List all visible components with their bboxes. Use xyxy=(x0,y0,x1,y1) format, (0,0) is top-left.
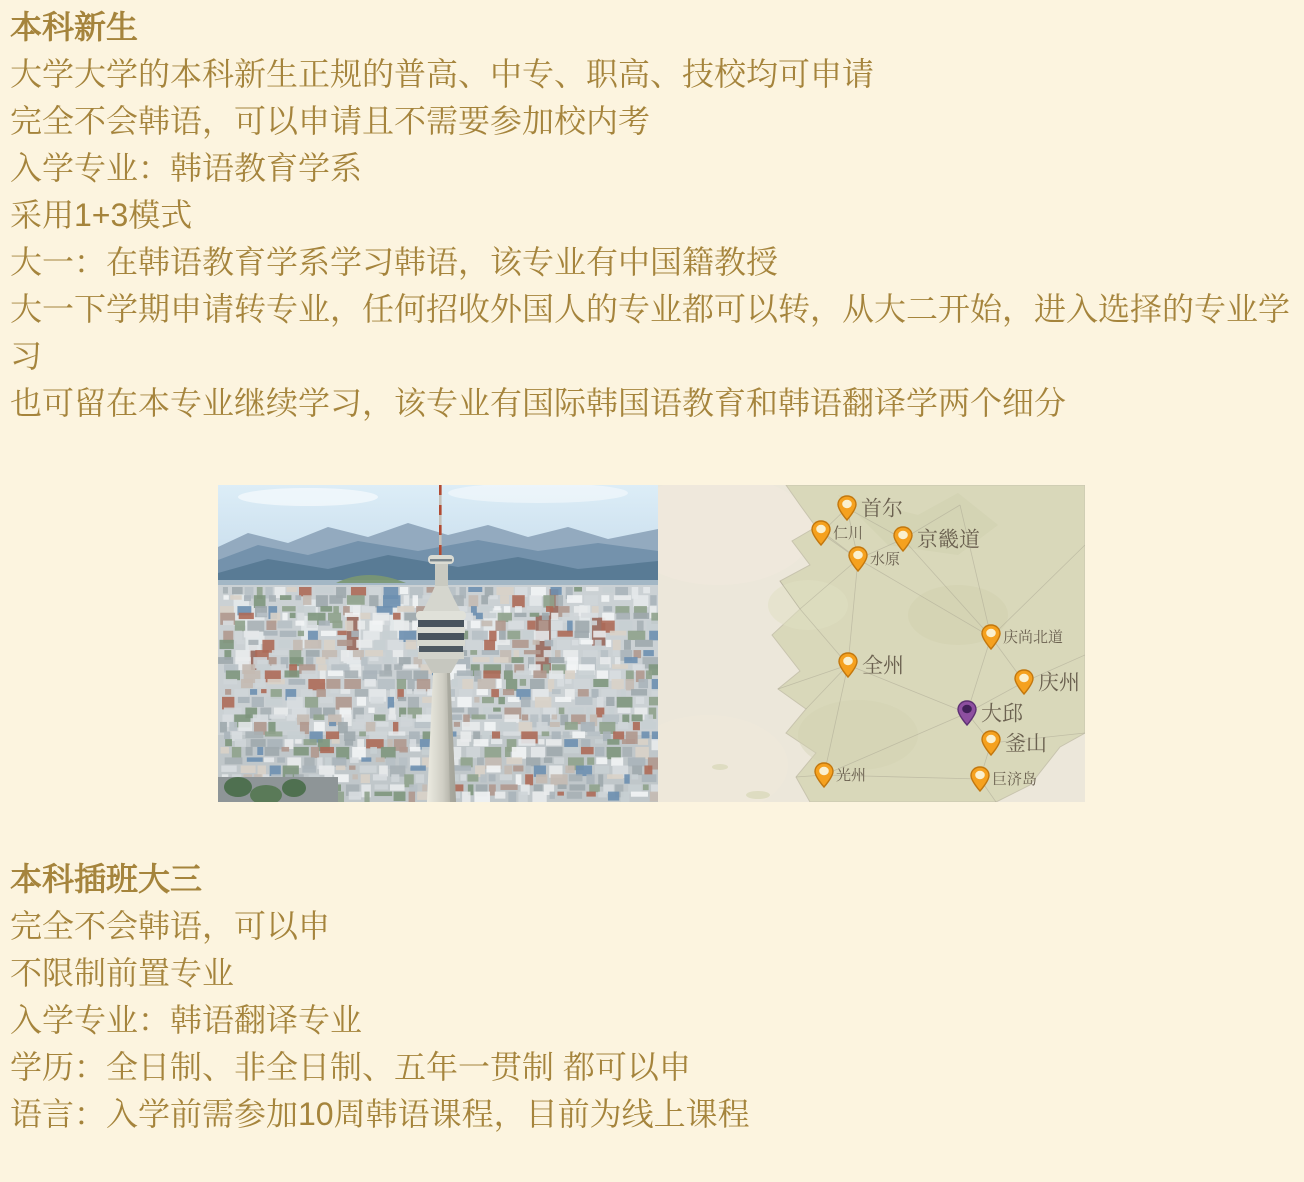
text-line: 大一下学期申请转专业，任何招收外国人的专业都可以转，从大二开始，进入选择的专业学 xyxy=(10,291,1291,327)
text-line: 习 xyxy=(10,338,43,374)
map-pin-icon xyxy=(814,762,834,788)
text-line: 入学专业：韩语翻译专业 xyxy=(10,1002,363,1038)
map-city-label: 光州 xyxy=(836,767,867,785)
text-line: 大学大学的本科新生正规的普高、中专、职高、技校均可申请 xyxy=(10,56,875,92)
map-city-label: 仁川 xyxy=(833,525,864,543)
text-line: 语言：入学前需参加10周韩语课程，目前为线上课程 xyxy=(10,1096,750,1132)
map-city-label: 庆州 xyxy=(1038,671,1080,695)
map-city-label: 釜山 xyxy=(1005,732,1047,756)
map-pin-icon xyxy=(837,495,857,521)
map-pin-icon xyxy=(981,624,1001,650)
images-row xyxy=(218,485,1085,802)
map-pin-icon xyxy=(981,730,1001,756)
section-freshman-heading: 本科新生 xyxy=(10,9,139,45)
text-line: 完全不会韩语，可以申 xyxy=(10,908,331,944)
korea-map-image xyxy=(658,485,1085,802)
text-line: 采用1+3模式 xyxy=(10,197,193,233)
map-city-label: 大邱 xyxy=(981,702,1023,726)
map-pin-icon xyxy=(970,766,990,792)
text-line: 入学专业：韩语教育学系 xyxy=(10,150,363,186)
text-line: 完全不会韩语，可以申请且不需要参加校内考 xyxy=(10,103,651,139)
section-transfer-heading: 本科插班大三 xyxy=(10,861,203,897)
text-line: 不限制前置专业 xyxy=(10,955,235,991)
text-line: 也可留在本专业继续学习，该专业有国际韩国语教育和韩语翻译学两个细分 xyxy=(10,385,1067,421)
map-pin-icon xyxy=(848,546,868,572)
map-pin-icon xyxy=(838,652,858,678)
cityscape-art xyxy=(218,485,658,802)
section-freshman xyxy=(10,4,1290,427)
section-transfer xyxy=(10,856,750,1138)
text-line: 学历：全日制、非全日制、五年一贯制 都可以申 xyxy=(10,1049,691,1085)
text-line: 大一：在韩语教育学系学习韩语，该专业有中国籍教授 xyxy=(10,244,779,280)
map-pin-icon xyxy=(957,700,977,726)
map-city-label: 首尔 xyxy=(861,497,903,521)
map-pins-layer xyxy=(658,485,1085,802)
map-city-label: 全州 xyxy=(862,654,904,678)
map-pin-icon xyxy=(1014,669,1034,695)
map-pin-icon xyxy=(811,520,831,546)
section-transfer-lines xyxy=(10,903,750,1138)
map-city-label: 水原 xyxy=(870,551,901,569)
daegu-tower-photo xyxy=(218,485,658,802)
map-city-label: 庆尚北道 xyxy=(1003,629,1064,647)
map-city-label: 巨济岛 xyxy=(992,771,1038,789)
map-city-label: 京畿道 xyxy=(917,528,980,552)
section-freshman-lines xyxy=(10,51,1290,427)
